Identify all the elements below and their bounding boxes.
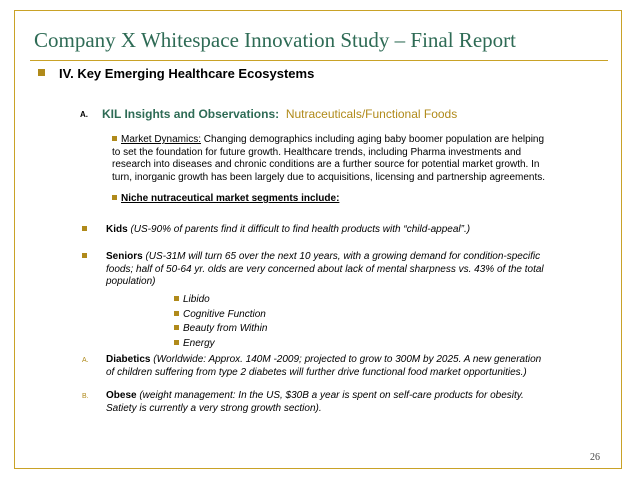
square-bullet-icon (112, 195, 117, 200)
list-item: Energy (174, 337, 267, 352)
senior-subitems-list (174, 293, 267, 351)
obese-label: Obese (106, 390, 137, 401)
list-item: Cognitive Function (174, 308, 267, 323)
subsection-label: KIL Insights and Observations: (102, 107, 280, 121)
square-bullet-icon (174, 311, 179, 316)
seniors-label: Seniors (106, 251, 143, 262)
title-divider (30, 60, 608, 61)
niche-segments-heading (112, 193, 552, 206)
obese-text: (weight management: In the US, $30B a year is spent on self-care products for obesity. Satiety is currently a very strong growth section). (106, 390, 524, 414)
square-bullet-icon (82, 226, 87, 231)
seniors-item (82, 251, 552, 287)
seniors-text: (US-31M will turn 65 over the next 10 years, with a growing demand for condition-specific foods; half of 50-64 yr. olds are very concerned about lack of mental sharpness vs. 43% of the total population) (106, 251, 544, 287)
square-bullet-icon (174, 296, 179, 301)
diabetics-marker: A. (82, 357, 89, 364)
section-heading-text: IV. Key Emerging Healthcare Ecosystems (59, 66, 315, 81)
obese-marker: B. (82, 393, 89, 400)
square-bullet-icon (82, 253, 87, 258)
section-heading (38, 66, 314, 81)
subsection-topic: Nutraceuticals/Functional Foods (285, 107, 458, 121)
list-item: Libido (174, 293, 267, 308)
kids-item (82, 224, 552, 237)
subsection-marker: A. (80, 110, 88, 119)
diabetics-label: Diabetics (106, 354, 151, 365)
market-dynamics-paragraph (112, 134, 552, 184)
list-item: Beauty from Within (174, 322, 267, 337)
square-bullet-icon (112, 136, 117, 141)
square-bullet-icon (174, 340, 179, 345)
kids-label: Kids (106, 224, 128, 235)
square-bullet-icon (174, 325, 179, 330)
subsection-heading (80, 107, 457, 121)
market-dynamics-text: Changing demographics including aging baby boomer population are helping to set the foundation for future growth. Healthcare trends, including Pharma investments and research into diseases and chronic conditions are a further source for potential market growth. In turn, inorganic growth has been largely due to acquisitions, licensing and partnership agreements. (112, 134, 546, 183)
square-bullet-icon (38, 69, 45, 76)
niche-segments-label: Niche nutraceutical market segments include: (121, 193, 340, 204)
page-number: 26 (590, 452, 600, 463)
slide-title: Company X Whitespace Innovation Study – Final Report (34, 28, 516, 52)
diabetics-text: (Worldwide: Approx. 140M -2009; projected to grow to 300M by 2025. A new generation of children suffering from type 2 diabetes will further drive functional food market opportunities.) (106, 354, 542, 378)
kids-text: (US-90% of parents find it difficult to find health products with “child-appeal”.) (127, 224, 471, 235)
market-dynamics-label: Market Dynamics: (121, 134, 202, 145)
